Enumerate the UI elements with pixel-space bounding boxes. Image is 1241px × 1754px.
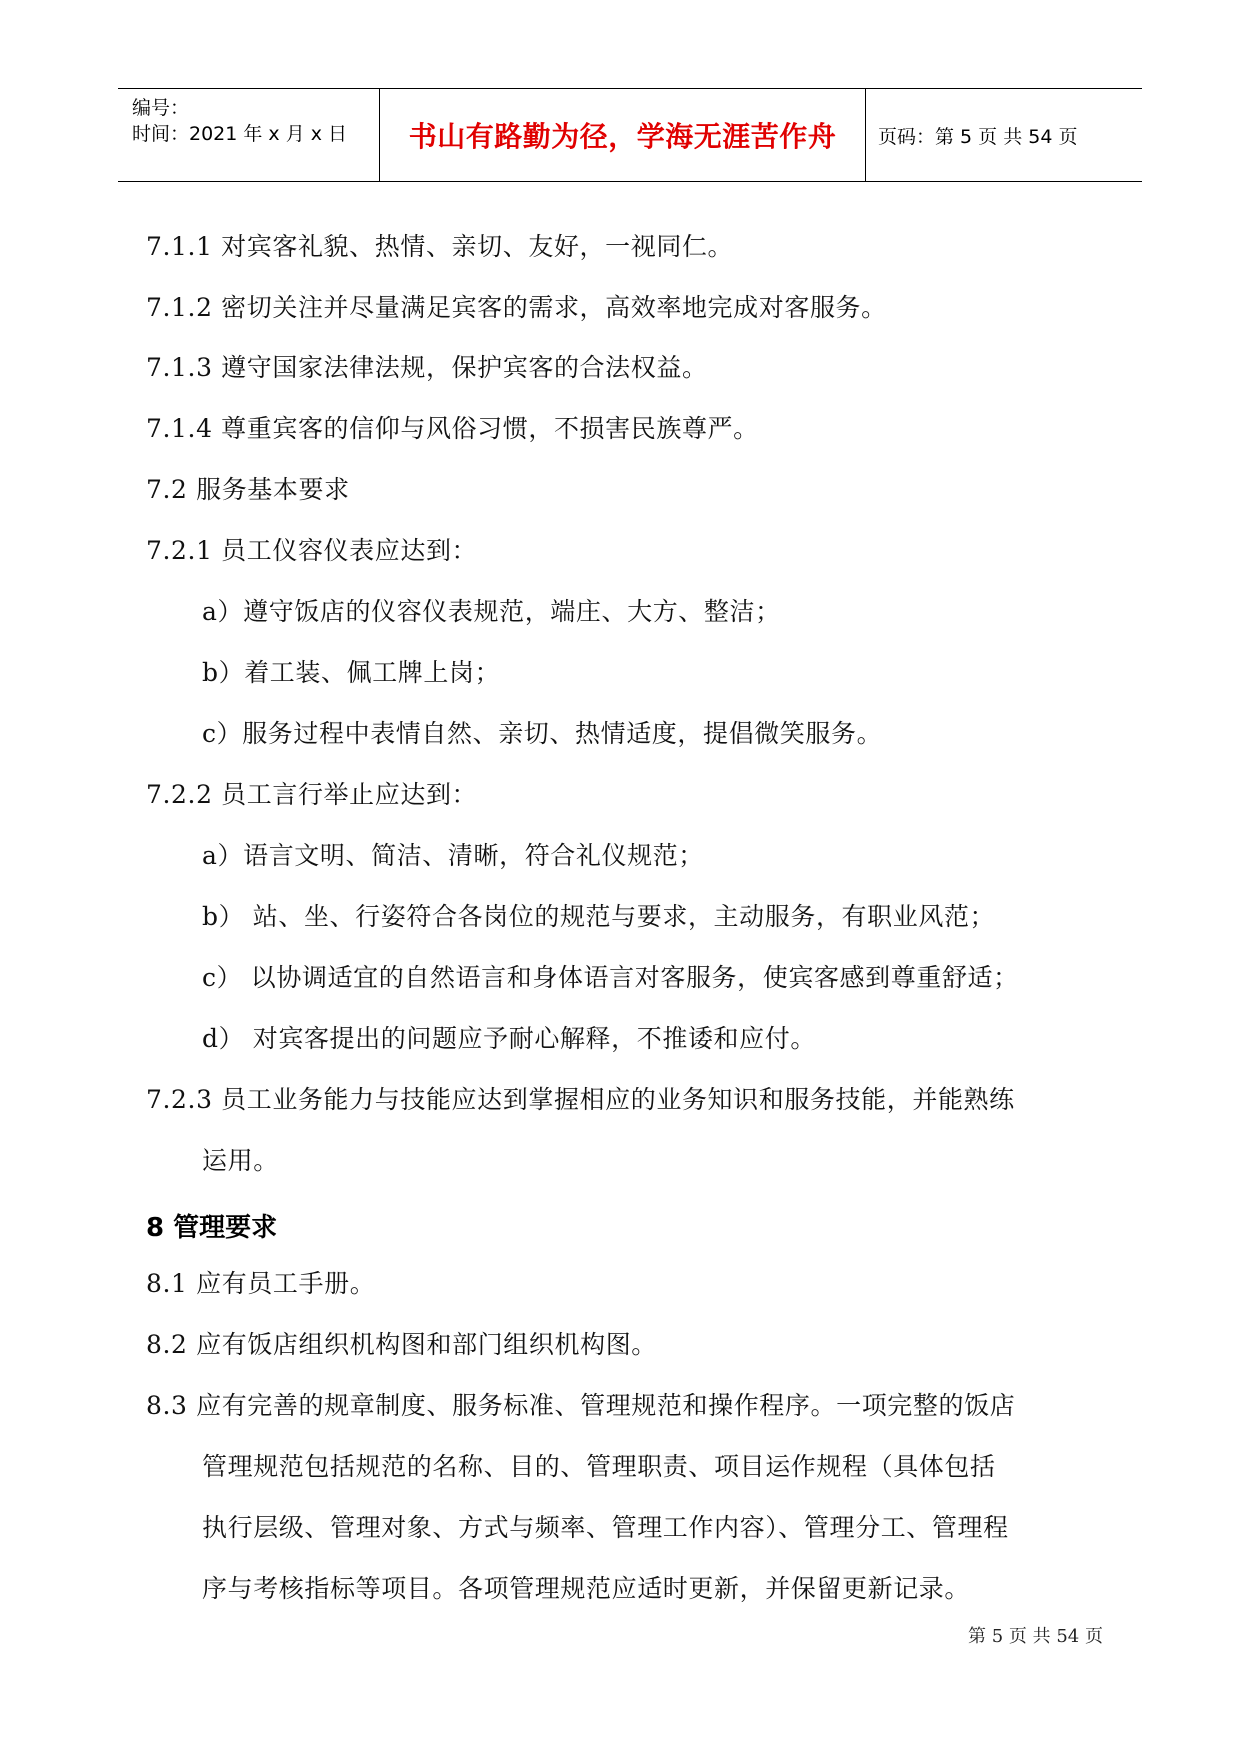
clause-7-1-3: 7.1.3 遵守国家法律法规，保护宾客的合法权益。: [146, 353, 708, 382]
document-time-label: 时间：2021 年 x 月 x 日: [132, 123, 348, 145]
clause-7-2-2: 7.2.2 员工言行举止应达到：: [146, 780, 478, 809]
item-7-2-1-c: c）服务过程中表情自然、亲切、热情适度，提倡微笑服务。: [202, 719, 883, 748]
item-7-2-2-d: d） 对宾客提出的问题应予耐心解释，不推诿和应付。: [202, 1024, 816, 1053]
item-7-2-2-c: c） 以协调适宜的自然语言和身体语言对客服务，使宾客感到尊重舒适；: [202, 963, 1019, 992]
clause-7-2-1: 7.2.1 员工仪容仪表应达到：: [146, 536, 478, 565]
clause-8-2: 8.2 应有饭店组织机构图和部门组织机构图。: [146, 1330, 657, 1359]
header-motto: 书山有路勤为径，学海无涯苦作舟: [408, 120, 837, 153]
item-7-2-1-b: b）着工装、佩工牌上岗；: [202, 658, 501, 687]
section-7-2: 7.2 服务基本要求: [146, 475, 350, 504]
clause-8-3-line1: 8.3 应有完善的规章制度、服务标准、管理规范和操作程序。一项完整的饭店: [146, 1391, 1016, 1420]
section-heading-8: 8 管理要求: [146, 1213, 278, 1243]
clause-8-3-line4: 序与考核指标等项目。各项管理规范应适时更新，并保留更新记录。: [202, 1574, 971, 1603]
page-footer-number: 第 5 页 共 54 页: [968, 1626, 1103, 1647]
clause-8-3-line2: 管理规范包括规范的名称、目的、管理职责、项目运作规程（具体包括: [202, 1452, 996, 1481]
page-header: [118, 88, 1142, 182]
header-info-cell: [118, 89, 380, 181]
header-motto-cell: [380, 89, 866, 181]
clause-7-2-3-line2: 运用。: [202, 1146, 279, 1175]
header-page-cell: [866, 89, 1142, 181]
document-number-label: 编号：: [132, 97, 190, 119]
clause-7-1-4: 7.1.4 尊重宾客的信仰与风俗习惯，不损害民族尊严。: [146, 414, 759, 443]
clause-7-1-2: 7.1.2 密切关注并尽量满足宾客的需求，高效率地完成对客服务。: [146, 293, 887, 322]
item-7-2-1-a: a）遵守饭店的仪容仪表规范，端庄、大方、整洁；: [202, 597, 781, 626]
clause-7-1-1: 7.1.1 对宾客礼貌、热情、亲切、友好，一视同仁。: [146, 232, 734, 261]
clause-8-3-line3: 执行层级、管理对象、方式与频率、管理工作内容）、管理分工、管理程: [202, 1513, 1009, 1542]
item-7-2-2-b: b） 站、坐、行姿符合各岗位的规范与要求，主动服务，有职业风范；: [202, 902, 996, 931]
clause-8-1: 8.1 应有员工手册。: [146, 1269, 376, 1298]
clause-7-2-3-line1: 7.2.3 员工业务能力与技能应达到掌握相应的业务知识和服务技能，并能熟练: [146, 1085, 1015, 1114]
header-page-code: 页码：第 5 页 共 54 页: [878, 125, 1078, 148]
item-7-2-2-a: a）语言文明、简洁、清晰，符合礼仪规范；: [202, 841, 704, 870]
